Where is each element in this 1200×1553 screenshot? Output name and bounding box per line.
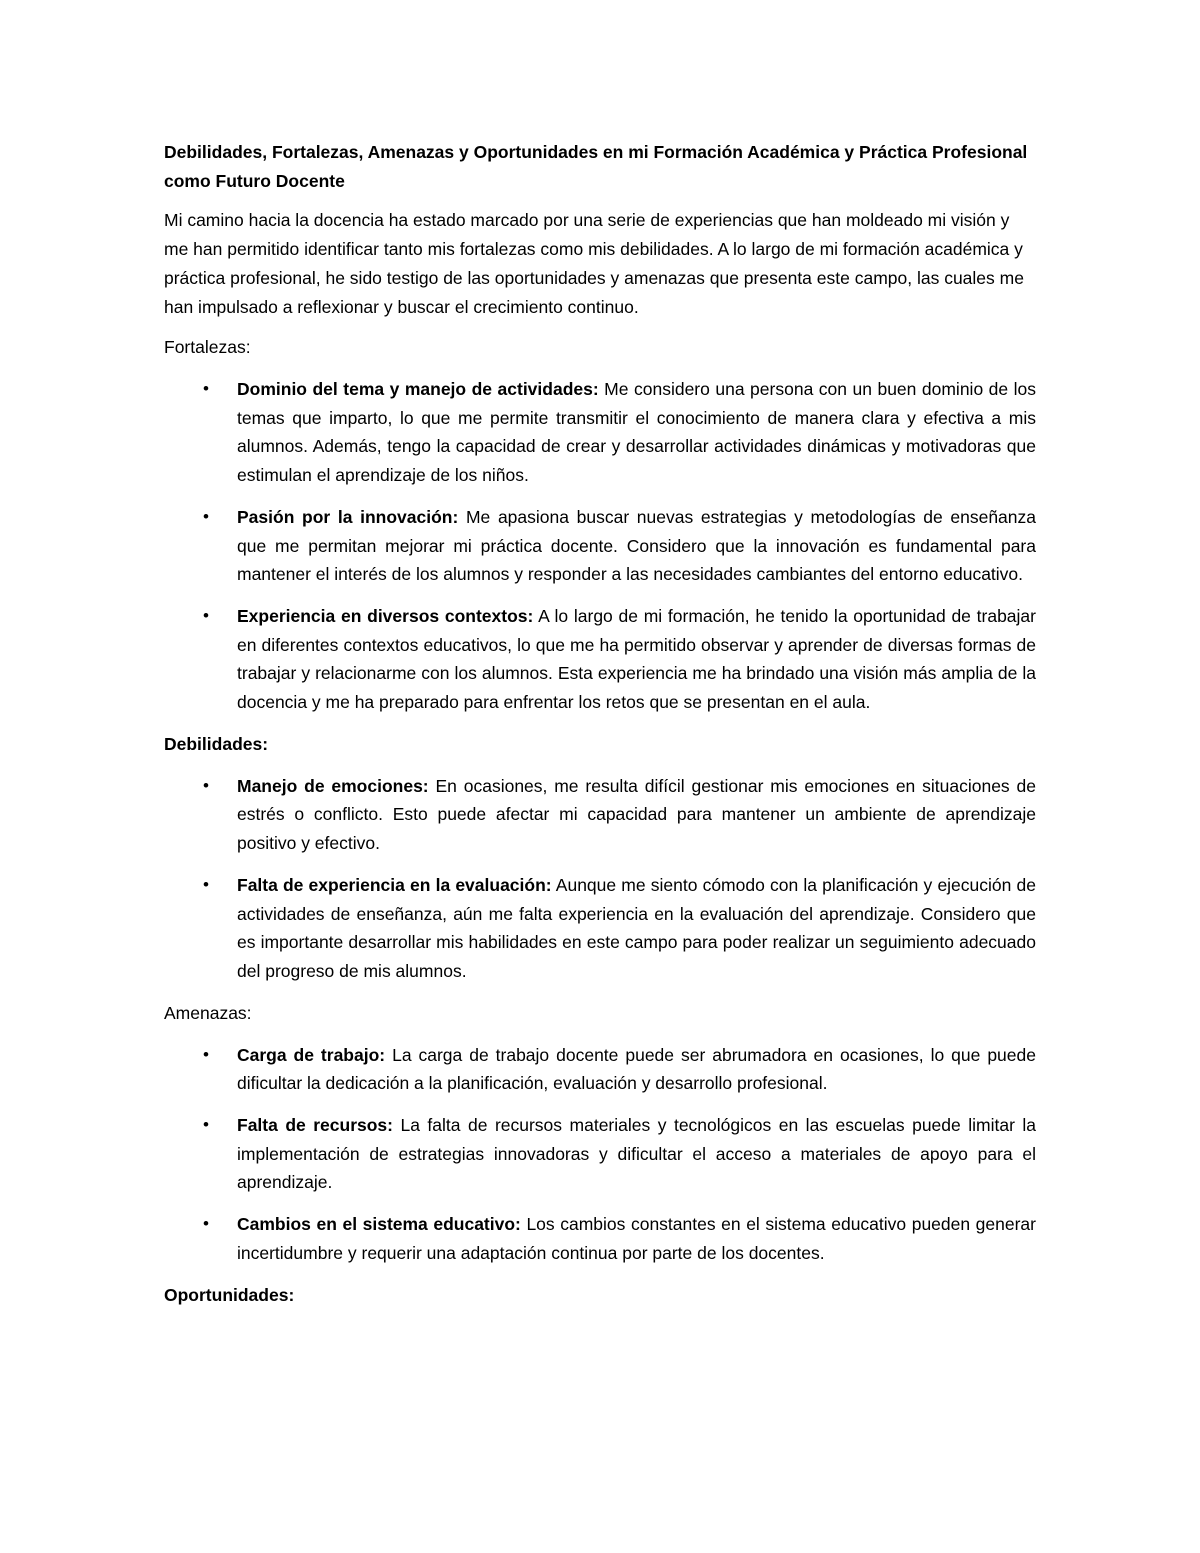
- bullet-icon: •: [203, 1115, 209, 1135]
- item-term: Pasión por la innovación:: [237, 506, 459, 527]
- list-item: [164, 871, 1036, 986]
- list-item: [164, 503, 1036, 589]
- bullet-icon: •: [203, 1044, 209, 1064]
- item-text: Aunque me siento cómodo con la planificación y ejecución de actividades de enseñanza, aún me falta experiencia en la evaluación del aprendizaje. Considero que es importante desarrollar mis habilidades en este campo para poder realizar un seguimiento adecuado del progreso de mis alumnos.: [237, 874, 1036, 981]
- bullet-icon: •: [203, 605, 209, 625]
- bullet-icon: •: [203, 874, 209, 894]
- item-term: Falta de recursos:: [237, 1115, 393, 1136]
- bullet-icon: •: [203, 379, 209, 398]
- item-text: La falta de recursos materiales y tecnológicos en las escuelas puede limitar la implementación de estrategias innovadoras y dificultar el acceso a materiales de apoyo para el aprendizaje.: [237, 1115, 1036, 1193]
- list-item: [164, 772, 1036, 858]
- item-text: Los cambios constantes en el sistema educativo pueden generar incertidumbre y requerir una adaptación continua por parte de los docentes.: [237, 1214, 1036, 1263]
- item-term: Falta de experiencia en la evaluación:: [237, 874, 552, 895]
- list-item: [164, 602, 1036, 717]
- bullet-icon: •: [203, 506, 209, 526]
- section-heading-oportunidades: Oportunidades:: [164, 1284, 295, 1305]
- debilidades-list: [164, 772, 1036, 986]
- item-term: Manejo de emociones:: [237, 775, 429, 796]
- section-heading-debilidades: Debilidades:: [164, 733, 269, 754]
- item-text: La carga de trabajo docente puede ser abrumadora en ocasiones, lo que puede dificultar la dedicación a la planificación, evaluación y desarrollo profesional.: [237, 1044, 1036, 1094]
- item-term: Carga de trabajo:: [237, 1044, 386, 1065]
- document-title: Debilidades, Fortalezas, Amenazas y Oportunidades en mi Formación Académica y Práctica Profesional como Futuro Docente: [164, 142, 1028, 191]
- list-item: [164, 1210, 1036, 1267]
- document-page: [164, 138, 1036, 1323]
- fortalezas-list: [164, 375, 1036, 717]
- list-item: [164, 375, 1036, 490]
- item-text: En ocasiones, me resulta difícil gestionar mis emociones en situaciones de estrés o conflicto. Esto puede afectar mi capacidad para mantener un ambiente de aprendizaje positivo y efectivo.: [237, 775, 1036, 854]
- item-text: Me apasiona buscar nuevas estrategias y metodologías de enseñanza que me permitan mejorar mi práctica docente. Considero que la innovación es fundamental para mantener el interés de los alumnos y responder a las necesidades cambiantes del entorno educativo.: [237, 506, 1037, 585]
- section-heading-amenazas: Amenazas:: [164, 1002, 252, 1023]
- amenazas-list: [164, 1041, 1036, 1268]
- item-text: A lo largo de mi formación, he tenido la oportunidad de trabajar en diferentes contextos educativos, lo que me ha permitido observar y aprender de diversas formas de trabajar y relacionarme con los alumnos. Esta experiencia me ha brindado una visión más amplia de la docencia y me ha preparado para enfrentar los retos que se presentan en el aula.: [237, 605, 1036, 713]
- list-item: [164, 1041, 1036, 1098]
- bullet-icon: •: [203, 775, 209, 795]
- intro-paragraph: Mi camino hacia la docencia ha estado marcado por una serie de experiencias que han moldeado mi visión y me han permitido identificar tanto mis fortalezas como mis debilidades. A lo largo de mi formación académica y práctica profesional, he sido testigo de las oportunidades y amenazas que presenta este campo, las cuales me han impulsado a reflexionar y buscar el crecimiento continuo.: [164, 210, 1024, 317]
- list-item: [164, 1111, 1036, 1197]
- item-term: Cambios en el sistema educativo:: [237, 1214, 521, 1235]
- bullet-icon: •: [203, 1214, 209, 1234]
- section-heading-fortalezas: Fortalezas:: [164, 337, 251, 357]
- item-text: Me considero una persona con un buen dominio de los temas que imparto, lo que me permite transmitir el conocimiento de manera clara y efectiva a mis alumnos. Además, tengo la capacidad de crear y desarrollar actividades dinámicas y motivadoras que estimulan el aprendizaje de los niños.: [237, 379, 1036, 486]
- item-term: Experiencia en diversos contextos:: [237, 605, 534, 626]
- item-term: Dominio del tema y manejo de actividades:: [237, 379, 599, 399]
